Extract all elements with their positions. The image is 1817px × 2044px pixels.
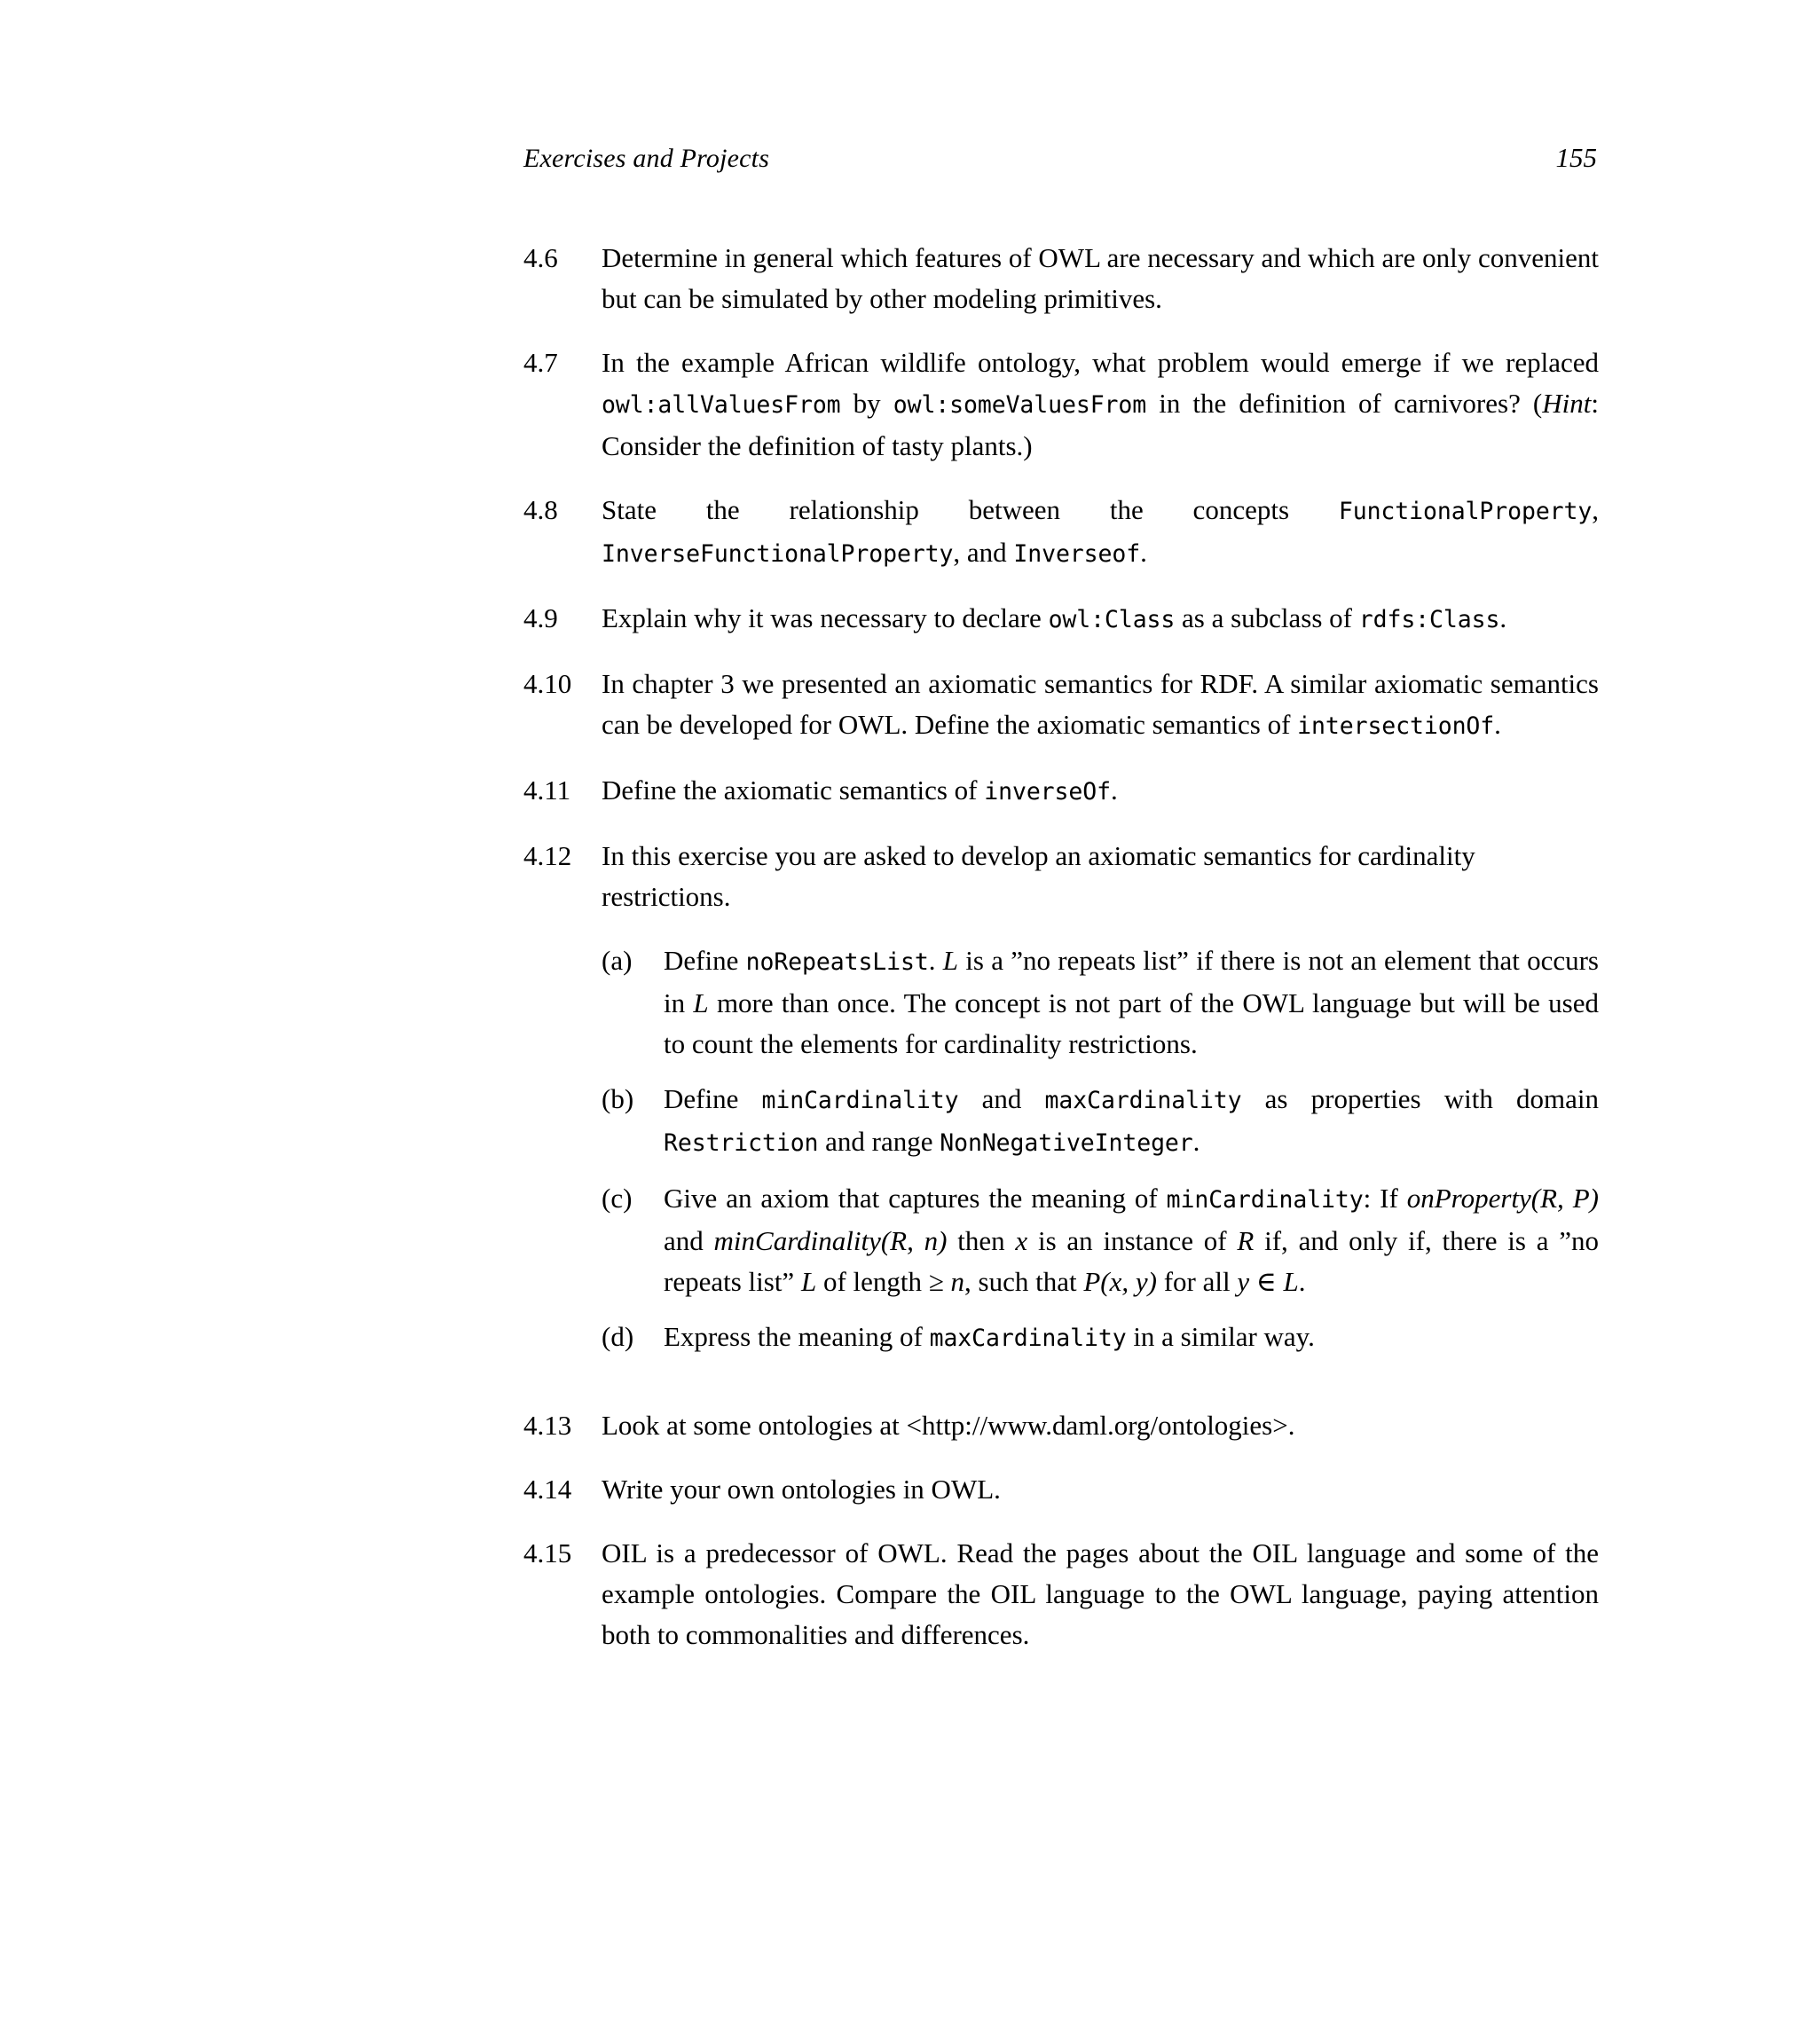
exercise-item [523, 836, 1599, 1382]
body-text: is a ”no repeats list” if there is not an element that occurs in [664, 945, 1599, 1018]
exercise-subitem [602, 1178, 1599, 1302]
body-text: as properties with domain [1241, 1083, 1599, 1114]
subitem-label: (d) [602, 1321, 634, 1352]
exercise-text [602, 598, 1599, 641]
body-text: for all [1156, 1266, 1238, 1297]
exercise-text [602, 490, 1599, 575]
code-term: inverseOf [984, 778, 1111, 806]
exercise-body-wrap [602, 490, 1599, 575]
exercise-item [523, 490, 1599, 575]
exercise-subitem [602, 940, 1599, 1065]
body-text: Define the axiomatic semantics of [602, 774, 985, 806]
subitem-text [664, 1178, 1599, 1302]
code-term: owl:Class [1048, 606, 1176, 633]
code-term: rdfs:Class [1358, 606, 1500, 633]
subitem-label: (b) [602, 1083, 634, 1114]
math-expression: y ∈ L [1237, 1266, 1299, 1297]
math-expression: x [1015, 1225, 1028, 1256]
exercise-item [523, 1533, 1599, 1655]
exercise-body-wrap [602, 598, 1599, 641]
exercise-body-wrap [602, 342, 1599, 467]
body-text: . [928, 945, 943, 976]
subitem-label: (c) [602, 1183, 633, 1214]
body-text: of length [816, 1266, 929, 1297]
math-expression: P(x, y) [1083, 1266, 1157, 1297]
body-text: . [1494, 709, 1501, 740]
body-text: if, and only if, there is a ”no repeats list” [664, 1225, 1599, 1297]
exercise-number: 4.11 [523, 774, 571, 806]
body-text: and [958, 1083, 1045, 1114]
exercise-number: 4.9 [523, 602, 558, 633]
body-text: then [947, 1225, 1016, 1256]
exercise-number: 4.7 [523, 347, 558, 378]
exercise-text: Determine in general which features of OWL are necessary and which are only convenient but can be simulated by other modeling primitives. [602, 242, 1599, 314]
body-text: , such that [964, 1266, 1084, 1297]
body-text: : If [1363, 1183, 1407, 1214]
exercise-text [602, 664, 1599, 747]
exercise-body-wrap [602, 1405, 1599, 1446]
body-text: as a subclass of [1175, 602, 1359, 633]
code-term: maxCardinality [1044, 1087, 1242, 1114]
code-term: owl:someValuesFrom [893, 391, 1147, 419]
code-term: noRepeatsList [745, 948, 929, 976]
exercise-number: 4.14 [523, 1474, 572, 1505]
code-term: owl:allValuesFrom [602, 391, 841, 419]
exercise-subitem [602, 1079, 1599, 1164]
body-text: Give an axiom that captures the meaning of [664, 1183, 1167, 1214]
exercise-body-wrap [602, 238, 1599, 319]
exercise-subitem-list [602, 940, 1599, 1359]
body-text: : Consider the definition of tasty plants.) [602, 388, 1599, 461]
math-expression: minCardinality(R, n) [713, 1225, 948, 1256]
code-term: maxCardinality [929, 1325, 1127, 1352]
math-expression: R [1237, 1225, 1255, 1256]
exercise-number: 4.12 [523, 840, 572, 871]
subitem-text [664, 940, 1599, 1065]
body-text: Explain why it was necessary to declare [602, 602, 1049, 633]
body-text: . [1140, 537, 1147, 568]
page-number: 155 [1555, 142, 1597, 173]
math-expression: L [942, 945, 958, 976]
body-text: , [1592, 494, 1599, 525]
code-term: NonNegativeInteger [940, 1129, 1193, 1157]
code-term: minCardinality [1166, 1186, 1364, 1214]
exercise-subitem [602, 1317, 1599, 1359]
code-term: InverseFunctionalProperty [602, 540, 954, 568]
exercise-number: 4.15 [523, 1537, 572, 1568]
body-text: by [840, 388, 893, 419]
body-text: Express the meaning of [664, 1321, 930, 1352]
body-text: is an instance of [1027, 1225, 1238, 1256]
math-expression: L [693, 987, 709, 1018]
body-text: . [1110, 774, 1118, 806]
code-term: FunctionalProperty [1338, 498, 1593, 525]
exercise-body-wrap [602, 770, 1599, 813]
exercise-item [523, 664, 1599, 747]
exercise-item [523, 770, 1599, 813]
body-text: and range [818, 1126, 940, 1157]
subitem-text [664, 1317, 1599, 1359]
exercise-text [602, 770, 1599, 813]
exercise-list [523, 238, 1599, 1655]
running-head [523, 142, 1597, 181]
exercise-body-wrap [602, 836, 1599, 1382]
body-text: State the relationship between the concepts [602, 494, 1339, 525]
body-text: Define [664, 1083, 762, 1114]
exercise-text [602, 342, 1599, 467]
body-text: In chapter 3 we presented an axiomatic semantics for RDF. A similar axiomatic semantics can be developed for OWL. Define the axiomatic semantics of [602, 668, 1599, 740]
exercise-text: OIL is a predecessor of OWL. Read the pages about the OIL language and some of the example ontologies. Compare the OIL language to the OWL language, paying attention both to commonalities and differences. [602, 1537, 1599, 1650]
body-text: , and [953, 537, 1014, 568]
emphasis-text: Hint [1542, 388, 1592, 419]
exercise-item [523, 1405, 1599, 1446]
exercise-text: In this exercise you are asked to develop an axiomatic semantics for cardinality restrictions. [602, 840, 1475, 912]
exercise-section [523, 238, 1599, 1678]
body-text: more than once. The concept is not part of the OWL language but will be used to count the elements for cardinality restrictions. [664, 987, 1599, 1059]
exercise-number: 4.13 [523, 1410, 572, 1441]
code-term: Inverseof [1013, 540, 1141, 568]
body-text: in the definition of carnivores? ( [1146, 388, 1543, 419]
math-expression: ≥ n [928, 1266, 965, 1297]
subitem-label: (a) [602, 945, 633, 976]
body-text: . [1499, 602, 1507, 633]
exercise-body-wrap [602, 1469, 1599, 1510]
exercise-item [523, 342, 1599, 467]
exercise-item [523, 598, 1599, 641]
body-text: . [1192, 1126, 1200, 1157]
exercise-number: 4.6 [523, 242, 558, 273]
exercise-number: 4.10 [523, 668, 572, 699]
exercise-text: Write your own ontologies in OWL. [602, 1474, 1001, 1505]
exercise-body-wrap [602, 1533, 1599, 1655]
running-head-title: Exercises and Projects [523, 144, 770, 173]
code-term: intersectionOf [1297, 712, 1495, 740]
exercise-number: 4.8 [523, 494, 558, 525]
body-text: . [1298, 1266, 1306, 1297]
body-text: In the example African wildlife ontology, what problem would emerge if we replaced [602, 347, 1599, 378]
exercise-item [523, 1469, 1599, 1510]
exercise-text: Look at some ontologies at <http://www.daml.org/ontologies>. [602, 1410, 1295, 1441]
math-expression: onProperty(R, P) [1406, 1183, 1599, 1214]
math-expression: L [800, 1266, 817, 1297]
body-text: in a similar way. [1126, 1321, 1315, 1352]
body-text: and [664, 1225, 714, 1256]
code-term: Restriction [664, 1129, 819, 1157]
exercise-body-wrap [602, 664, 1599, 747]
exercise-item [523, 238, 1599, 319]
subitem-text [664, 1079, 1599, 1164]
code-term: minCardinality [761, 1087, 959, 1114]
body-text: Define [664, 945, 746, 976]
